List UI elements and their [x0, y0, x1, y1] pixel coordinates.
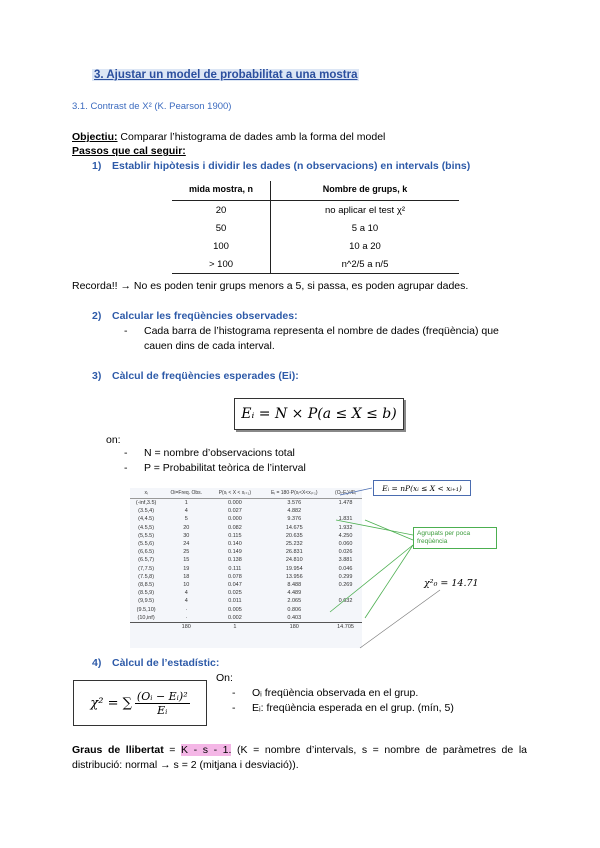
groups-cell: 5 a 10	[351, 222, 379, 234]
freq-cell: 0.005	[227, 606, 242, 613]
freq-cell: 20	[183, 524, 190, 531]
freq-cell: 25	[183, 549, 190, 556]
where-label: on:	[106, 434, 121, 446]
freq-cell: 3.576	[287, 500, 302, 507]
step-2-bullet-line-2: cauen dins de cada interval.	[144, 340, 275, 352]
freq-cell: 4.489	[287, 590, 302, 597]
step-3-text: Càlcul de freqüències esperades (Ei):	[112, 370, 299, 382]
chi-formula-denominator: Eᵢ	[157, 703, 168, 717]
freq-cell: (5.5,6)	[138, 541, 155, 548]
bullet-ei: - Eᵢ: freqüència esperada en el grup. (mín, 5)	[232, 702, 454, 714]
degrees-of-freedom	[72, 743, 527, 773]
groups-cell: > 100	[172, 255, 271, 274]
freq-cell: 4	[184, 508, 188, 515]
freq-cell: (-inf,3.5)	[135, 500, 157, 507]
groups-cell: no aplicar el test χ²	[325, 204, 405, 216]
chi-formula-numerator: (Oᵢ − Eᵢ)²	[136, 689, 188, 703]
freq-cell: 10	[183, 581, 190, 588]
step-3-number: 3)	[92, 370, 102, 382]
section-title: 3. Ajustar un model de probabilitat a una mostra	[94, 69, 358, 81]
freq-total-cell: 14.705	[329, 622, 362, 631]
freq-cell: 0.269	[338, 581, 353, 588]
where-label-2: On:	[216, 672, 233, 684]
freq-cell: (5,5.5)	[138, 532, 155, 539]
freq-cell: 0.026	[338, 549, 353, 556]
freq-cell: 0.027	[227, 508, 242, 515]
degrees-text: (K = nombre d’intervals, s = nombre de paràmetres de la distribució: normal → s = 2 (mitjana i desviació)).	[72, 744, 528, 771]
freq-total-cell: 180	[259, 622, 329, 631]
freq-cell: (8.5,9)	[138, 590, 155, 597]
freq-cell: 0.403	[287, 614, 302, 621]
groups-cell: 50	[172, 219, 271, 237]
freq-cell: (6.5,7)	[138, 557, 155, 564]
freq-cell: (7,7.5)	[138, 565, 155, 572]
freq-cell: ·	[185, 614, 188, 621]
freq-cell: 14.675	[285, 524, 303, 531]
freq-cell: 0.632	[338, 598, 353, 605]
freq-cell: 0.149	[227, 549, 242, 556]
chi-formula-lhs: χ² = ∑	[90, 695, 132, 711]
bullet-oi: - Oᵢ freqüència observada en el grup.	[232, 687, 419, 699]
freq-cell: 0.011	[228, 598, 242, 605]
expected-formula-annotation: Eᵢ = nP(xᵢ ≤ X < xᵢ₊₁)	[373, 480, 471, 496]
freq-cell: 0.299	[338, 573, 353, 580]
freq-cell: (8,8.5)	[138, 581, 155, 588]
freq-cell: 1	[184, 500, 188, 507]
freq-cell: ·	[185, 606, 188, 613]
objective-label: Objectiu:	[72, 131, 118, 143]
freq-cell: (4.5,5)	[138, 524, 155, 531]
freq-cell: 0.082	[227, 524, 242, 531]
bullet-ei-text: Eᵢ: freqüència esperada en el grup. (mín, 5)	[252, 702, 454, 714]
bullet-p: - P = Probabilitat teòrica de l’interval	[124, 462, 306, 474]
freq-cell: (10,inf)	[137, 614, 155, 621]
freq-cell: 26.831	[285, 549, 303, 556]
freq-cell: 4	[184, 590, 188, 597]
groups-cell: 20	[172, 201, 271, 220]
freq-cell: 1.831	[338, 516, 353, 523]
grouped-annotation: Agrupats per poca freqüència	[413, 527, 497, 549]
groups-cell: 10 a 20	[349, 240, 381, 252]
freq-cell: (3.5,4)	[138, 508, 155, 515]
bullet-oi-text: Oᵢ freqüència observada en el grup.	[252, 687, 419, 699]
chi-formula-fraction	[135, 690, 190, 717]
freq-cell: 2.065	[287, 598, 302, 605]
step-4-number: 4)	[92, 657, 102, 669]
objective-text: Comparar l’histograma de dades amb la forma del model	[117, 131, 386, 143]
freq-cell: 24	[183, 541, 190, 548]
freq-cell: (7.5,8)	[138, 573, 155, 580]
bullet-p-text: P = Probabilitat teòrica de l’interval	[144, 462, 306, 474]
freq-cell: 0.115	[228, 532, 242, 539]
freq-header: P(xᵢ < X < xᵢ₊₁)	[210, 488, 259, 499]
freq-cell: 4	[184, 598, 188, 605]
bullet-n-text: N = nombre d’observacions total	[144, 447, 295, 459]
freq-cell: (9.5,10)	[136, 606, 156, 613]
freq-cell: 19.954	[285, 565, 303, 572]
freq-cell: 13.956	[285, 573, 303, 580]
groups-cell: n^2/5 a n/5	[271, 255, 460, 274]
freq-cell: 20.635	[285, 532, 303, 539]
degrees-highlight: K - s - 1.	[181, 744, 232, 756]
freq-cell: 0.000	[227, 500, 242, 507]
freq-cell: 18	[183, 573, 190, 580]
steps-heading: Passos que cal seguir:	[72, 145, 186, 157]
freq-cell: 19	[183, 565, 190, 572]
groups-header-n: mida mostra, n	[172, 181, 271, 201]
freq-header: xᵢ	[130, 488, 162, 499]
freq-cell: 0.078	[227, 573, 242, 580]
freq-total-cell: 180	[162, 622, 210, 631]
freq-cell: 1.932	[338, 524, 353, 531]
freq-cell: 0.138	[227, 557, 242, 564]
step-2-bullet: - Cada barra de l’histograma representa el nombre de dades (freqüència) que	[124, 325, 499, 337]
step-4	[92, 657, 219, 669]
freq-cell: 4.250	[338, 532, 353, 539]
freq-cell: 0.060	[338, 541, 353, 548]
expected-frequency-formula: Eᵢ = N × P(a ≤ X ≤ b)	[234, 398, 404, 430]
step-1-number: 1)	[92, 160, 102, 172]
freq-cell: (4,4.5)	[138, 516, 155, 523]
freq-total-cell: 1	[210, 622, 259, 631]
freq-header: Eᵢ = 180·P(xᵢ<X<xᵢ₊₁)	[259, 488, 329, 499]
freq-cell: 15	[183, 557, 190, 564]
freq-cell: 0.025	[227, 590, 242, 597]
freq-cell: 9.376	[287, 516, 302, 523]
freq-cell: 0.140	[227, 541, 242, 548]
step-1-text: Establir hipòtesis i dividir les dades (n observacions) en intervals (bins)	[112, 160, 471, 172]
step-4-text: Càlcul de l’estadístic:	[112, 657, 220, 669]
freq-cell: (9,9.5)	[138, 598, 155, 605]
reminder-text: Recorda!! → No es poden tenir grups menors a 5, si passa, es poden agrupar dades.	[72, 280, 469, 292]
groups-cell: 100	[172, 237, 271, 255]
freq-cell: 30	[183, 532, 190, 539]
freq-cell: 0.806	[287, 606, 302, 613]
freq-cell: 3.881	[338, 557, 353, 564]
freq-header: Oi=Freq. Obs.	[162, 488, 210, 499]
freq-cell: 0.047	[227, 581, 242, 588]
freq-cell: 1.478	[338, 500, 353, 507]
freq-cell: 0.111	[228, 565, 242, 572]
freq-header: (Oᵢ-Eᵢ)²/Eᵢ	[329, 488, 362, 499]
freq-cell: 0.002	[227, 614, 242, 621]
freq-cell: 4.882	[287, 508, 302, 515]
freq-cell: 5	[184, 516, 188, 523]
step-2-number: 2)	[92, 310, 102, 322]
chi-square-value: χ²₀ = 14.71	[424, 578, 479, 589]
freq-cell: (6,6.5)	[138, 549, 155, 556]
degrees-eq: =	[163, 744, 182, 756]
freq-cell: 0.000	[227, 516, 242, 523]
bullet-n: - N = nombre d’observacions total	[124, 447, 295, 459]
degrees-label: Graus de llibertat	[72, 744, 164, 756]
freq-cell: 0.046	[338, 565, 353, 572]
groups-header-k: Nombre de grups, k	[271, 181, 460, 201]
freq-cell: 8.488	[287, 581, 302, 588]
chi-square-formula	[73, 680, 207, 726]
freq-cell: 25.232	[285, 541, 303, 548]
step-2-text: Calcular les freqüències observades:	[112, 310, 298, 322]
step-2-bullet-line-1: Cada barra de l’histograma representa el nombre de dades (freqüència) que	[144, 325, 499, 337]
freq-cell: 24.810	[285, 557, 303, 564]
subsection-title: 3.1. Contrast de X² (K. Pearson 1900)	[72, 101, 232, 112]
